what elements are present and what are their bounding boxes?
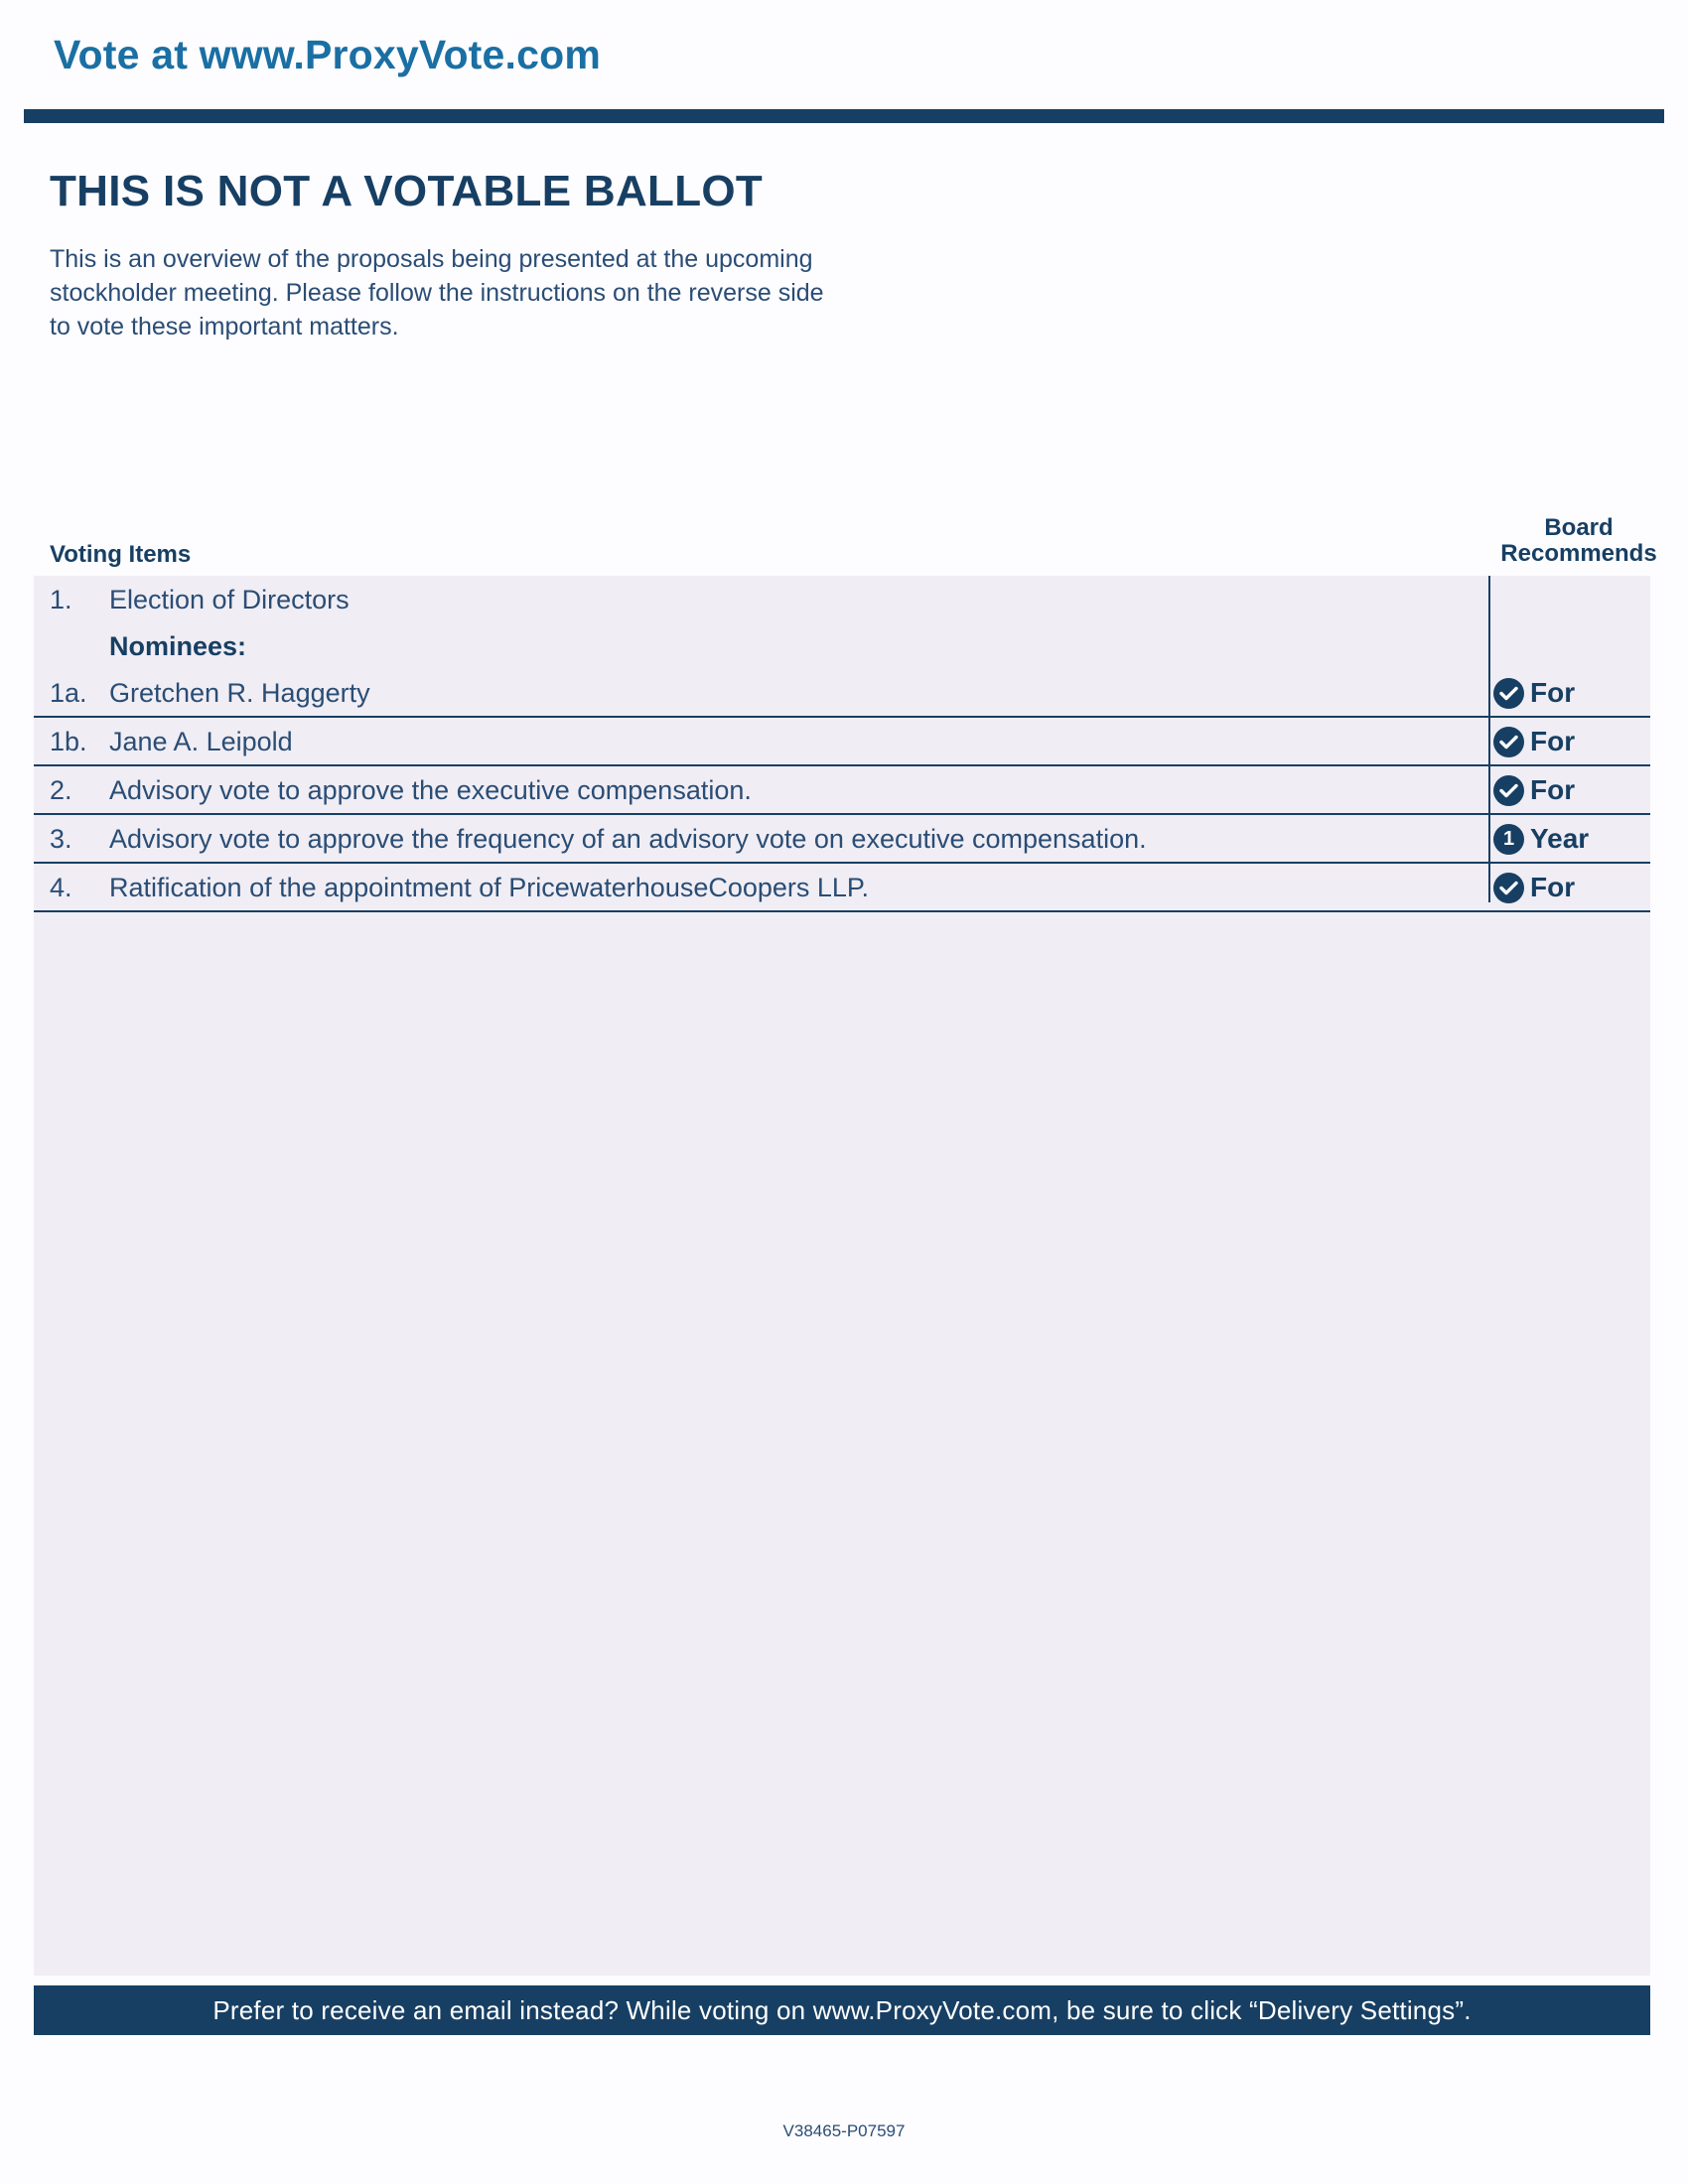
check-circle-icon <box>1493 678 1524 709</box>
item-number: 1. <box>50 585 72 614</box>
email-delivery-text: Prefer to receive an email instead? While voting on www.ProxyVote.com, be sure to click “Delivery Settings”. <box>212 1994 1472 2025</box>
badge-number: 1 <box>1502 828 1515 850</box>
header-rule <box>24 109 1664 123</box>
recommendation-label: Year <box>1530 823 1590 854</box>
item-text: Ratification of the appointment of PricewaterhouseCoopers LLP. <box>109 873 869 902</box>
check-circle-icon <box>1493 775 1524 806</box>
item-number: 3. <box>50 824 72 854</box>
voting-item-row <box>34 815 1650 864</box>
voting-item-row <box>34 718 1650 766</box>
nominees-label: Nominees: <box>109 631 247 661</box>
recommendation-label: For <box>1530 774 1576 805</box>
proxyvote-link[interactable]: Vote at www.ProxyVote.com <box>54 32 602 77</box>
recommendation-label: For <box>1530 677 1576 708</box>
item-text: Advisory vote to approve the frequency of an advisory vote on executive compensation. <box>109 824 1147 854</box>
nominees-row <box>34 622 1650 669</box>
item-number: 1b. <box>50 727 87 756</box>
voting-item-row <box>34 576 1650 622</box>
board-recommends-line2: Recommends <box>1500 540 1657 567</box>
recommendation-label: For <box>1530 726 1576 756</box>
voting-item-row <box>34 669 1650 718</box>
email-delivery-banner <box>34 1985 1650 2035</box>
check-circle-icon <box>1493 727 1524 757</box>
voting-items-header: Voting Items <box>50 541 192 568</box>
item-text: Gretchen R. Haggerty <box>109 678 370 708</box>
recommendation-column-divider <box>1488 576 1490 902</box>
intro-text: This is an overview of the proposals being presented at the upcoming stockholder meeting. Please follow the instructions on the reverse side to vote these important matters. <box>50 245 824 341</box>
board-recommendation <box>1493 872 1575 903</box>
item-text: Election of Directors <box>109 585 350 614</box>
item-text: Jane A. Leipold <box>109 727 293 756</box>
recommendation-label: For <box>1530 872 1576 902</box>
item-number: 1a. <box>50 678 87 708</box>
number-one-circle-icon <box>1493 824 1524 855</box>
check-circle-icon <box>1493 873 1524 903</box>
board-recommendation <box>1493 823 1589 855</box>
board-recommendation <box>1493 677 1575 709</box>
voting-item-row <box>34 864 1650 912</box>
item-number: 4. <box>50 873 72 902</box>
item-text: Advisory vote to approve the executive compensation. <box>109 775 752 805</box>
board-recommends-line1: Board <box>1544 514 1614 541</box>
board-recommendation <box>1493 726 1575 757</box>
board-recommends-header <box>1479 515 1678 567</box>
item-number: 2. <box>50 775 72 805</box>
page-title: THIS IS NOT A VOTABLE BALLOT <box>50 167 764 215</box>
voting-item-row <box>34 766 1650 815</box>
board-recommendation <box>1493 774 1575 806</box>
document-code: V38465-P07597 <box>782 2121 906 2140</box>
